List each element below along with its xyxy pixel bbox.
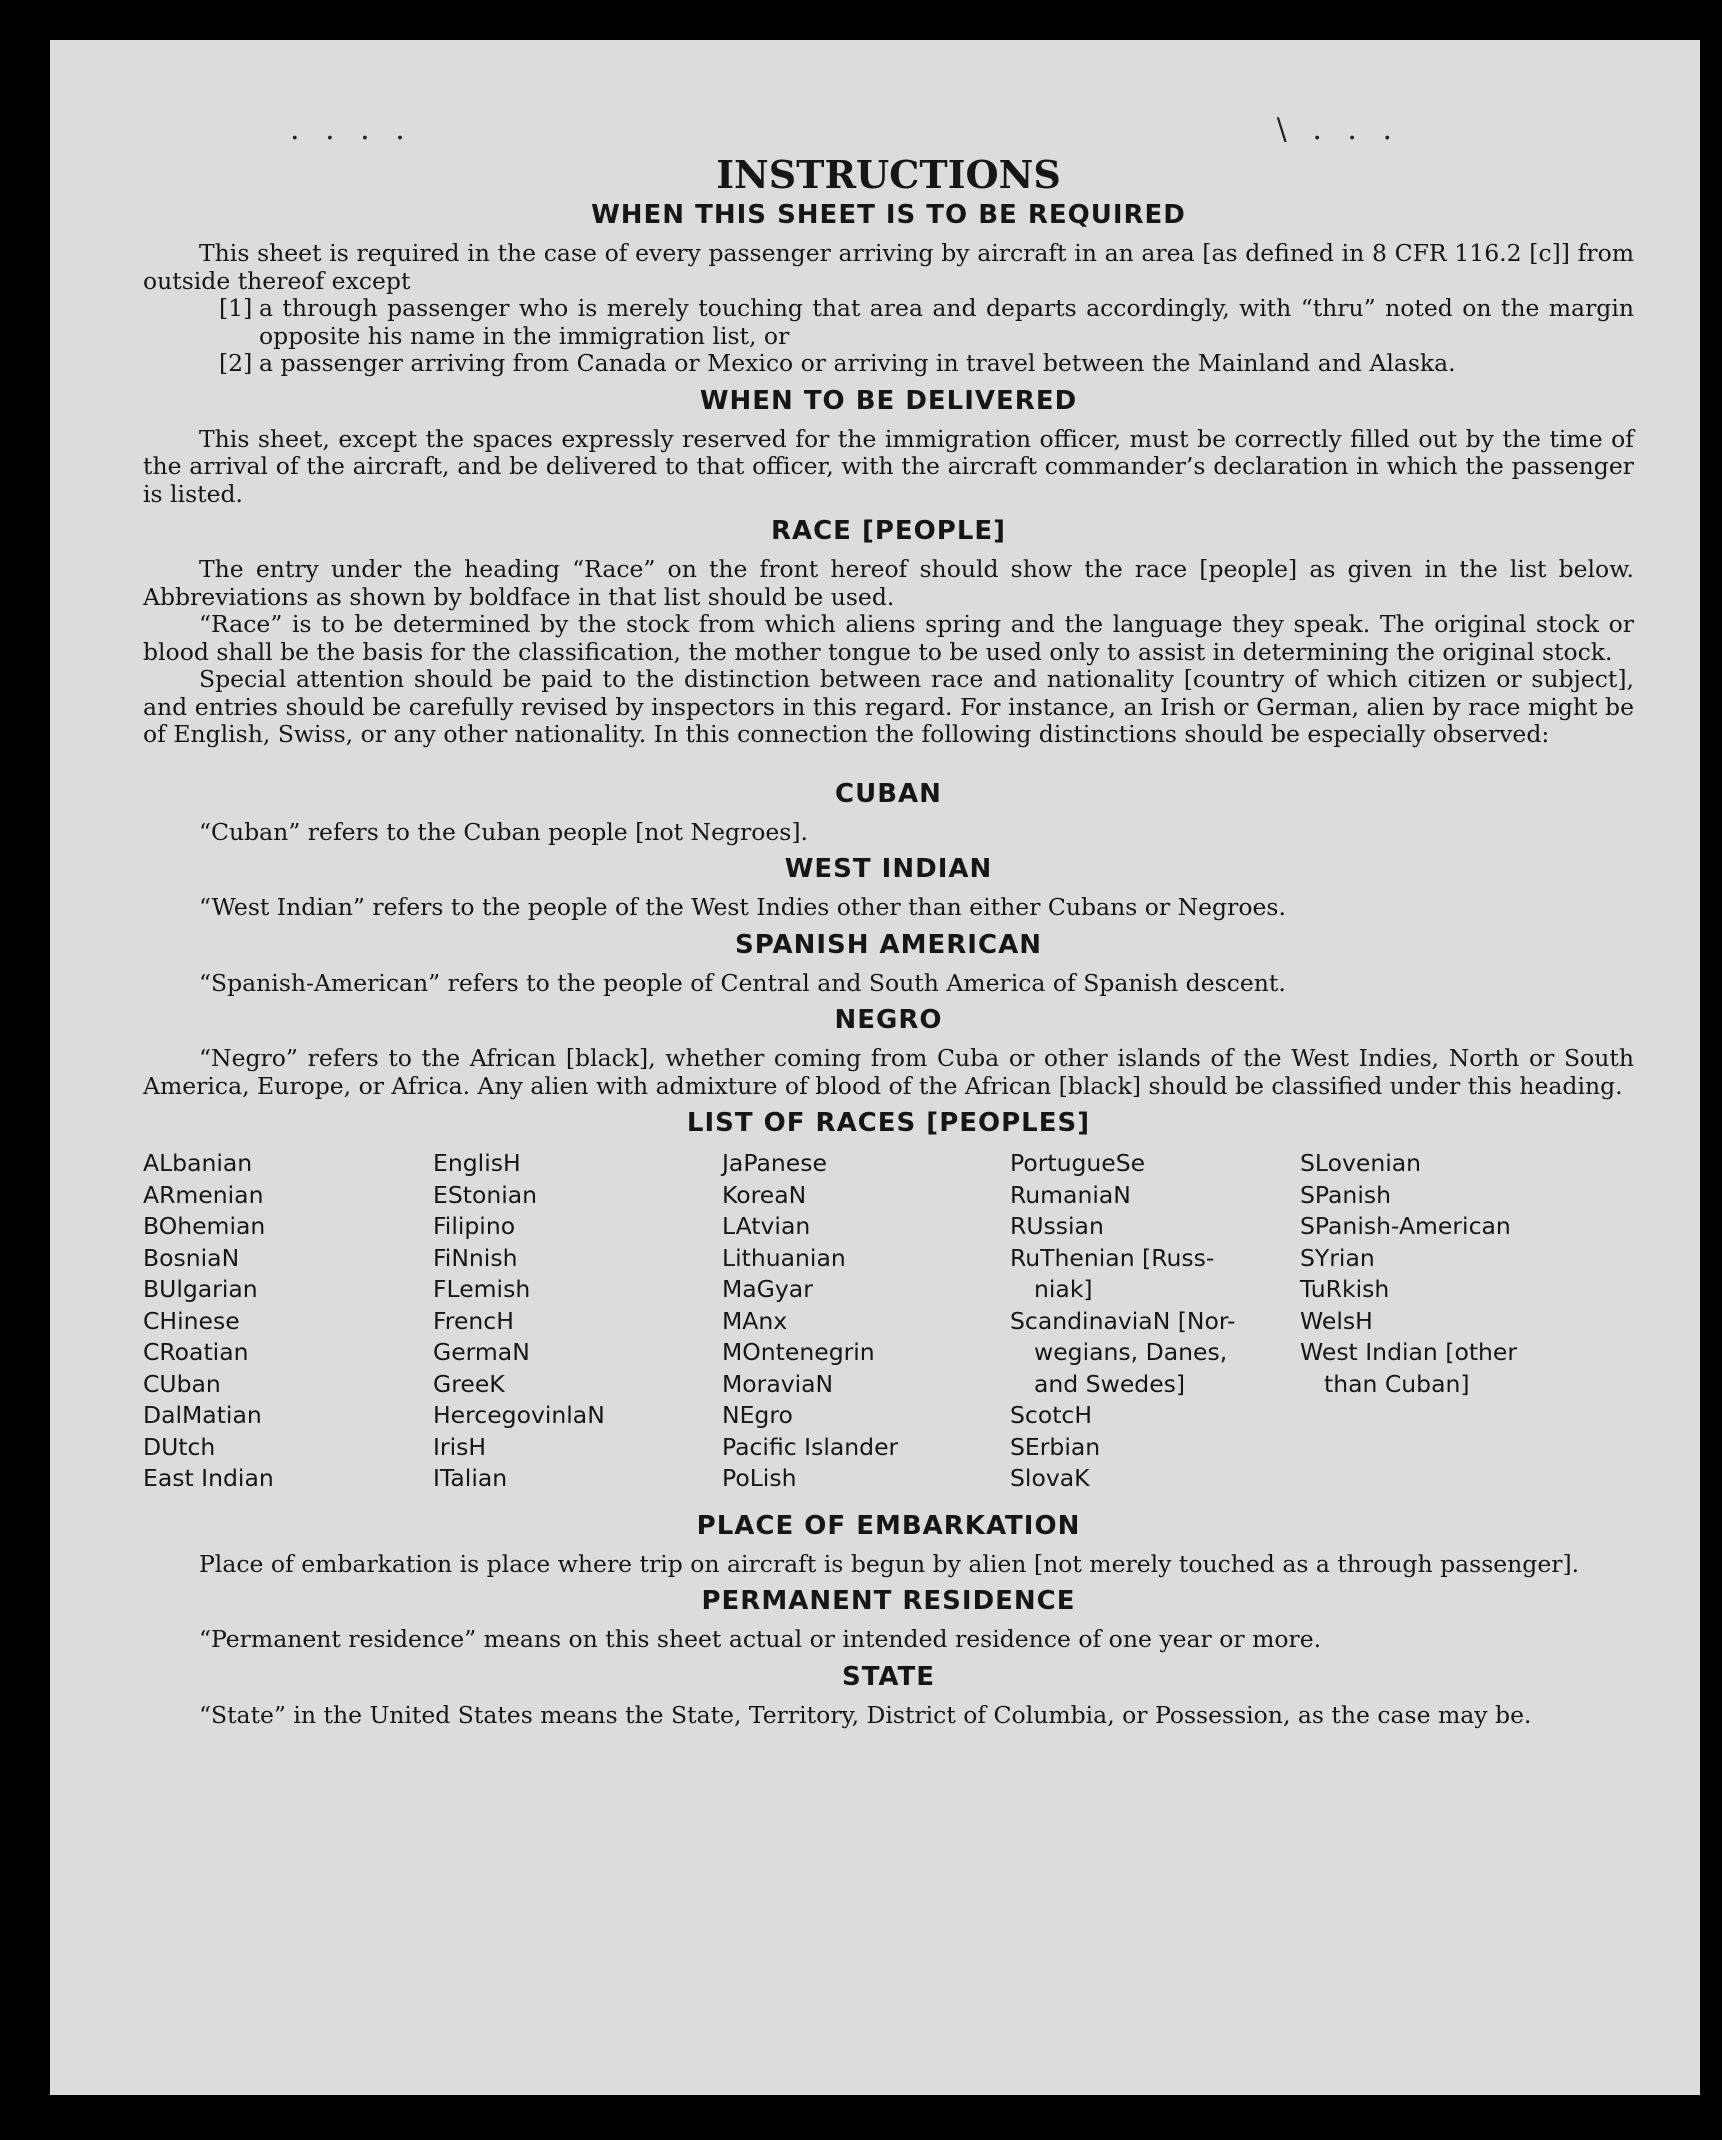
- race-entry: IrisH: [433, 1432, 487, 1461]
- race-paragraph: Special attention should be paid to the distinction between race and nationality [country of which citizen or subject], and entries should be carefully revised by inspectors in this regard. For instance, an Irish or German, alien by race might be of English, Swiss, or any other nationality. In this connection the following distinctions should be especially observed:: [143, 665, 1634, 748]
- heading-residence: PERMANENT RESIDENCE: [701, 1586, 1076, 1616]
- item-number: [1]: [219, 294, 253, 322]
- cuban-text: “Cuban” refers to the Cuban people [not Negroes].: [199, 817, 809, 846]
- race-entry: SLovenian: [1300, 1149, 1422, 1177]
- spanish-american-text: “Spanish-American” refers to the people of Central and South America of Spanish descent.: [199, 968, 1286, 997]
- race-entry: ARmenian: [143, 1180, 264, 1209]
- delivered-text: This sheet, except the spaces expressly reserved for the immigration officer, must be correctly filled out by the time of the arrival of the aircraft, and be delivered to that officer, with the aircraft commander’s declaration in which the passenger is listed.: [143, 424, 1634, 508]
- race-entry: TuRkish: [1300, 1275, 1390, 1303]
- race-entry: PortugueSe: [1010, 1149, 1146, 1177]
- races-column: [1010, 1148, 1300, 1495]
- races-column: [722, 1148, 1010, 1495]
- race-entry: RuThenian [Russ-: [1010, 1243, 1215, 1272]
- margin-mark-left: . . . .: [290, 112, 413, 147]
- race-entry: EStonian: [433, 1180, 538, 1209]
- races-column: [433, 1148, 722, 1495]
- race-entry: CRoatian: [143, 1338, 249, 1366]
- race-entry: EnglisH: [433, 1149, 521, 1177]
- heading-list-of-races: LIST OF RACES [PEOPLES]: [686, 1108, 1091, 1138]
- race-entry: DUtch: [143, 1432, 216, 1461]
- race-entry: BosniaN: [143, 1243, 240, 1272]
- race-entry: NEgro: [722, 1401, 793, 1429]
- heading-spanish-american: SPANISH AMERICAN: [735, 929, 1042, 960]
- race-entry: CUban: [143, 1369, 221, 1398]
- race-entry: MAnx: [722, 1306, 788, 1335]
- race-entry: MOntenegrin: [722, 1338, 875, 1366]
- heading-race: RACE [PEOPLE]: [770, 516, 1007, 546]
- race-entry: ScotcH: [1010, 1401, 1093, 1429]
- race-entry: SPanish-American: [1300, 1212, 1511, 1240]
- race-paragraph: The entry under the heading “Race” on the front hereof should show the race [people] as given in the list below. Abbreviations as shown by boldface in that list should be used.: [143, 555, 1634, 611]
- race-entry: East Indian: [143, 1464, 274, 1492]
- west-indian-text: “West Indian” refers to the people of the West Indies other than either Cubans or Negroes.: [199, 893, 1286, 921]
- heading-embarkation: PLACE OF EMBARKATION: [696, 1510, 1081, 1541]
- residence-text: “Permanent residence” means on this sheet actual or intended residence of one year or more.: [199, 1625, 1322, 1653]
- margin-mark-right: \ . . .: [1276, 112, 1400, 147]
- heading-cuban: CUBAN: [835, 778, 942, 809]
- race-entry: JaPanese: [722, 1149, 827, 1177]
- race-entry: and Swedes]: [1034, 1369, 1186, 1398]
- race-entry: DalMatian: [143, 1401, 262, 1429]
- race-entry: HercegovinlaN: [433, 1401, 605, 1429]
- race-entry: ITalian: [433, 1464, 508, 1492]
- negro-text: “Negro” refers to the African [black], whether coming from Cuba or other islands of the West Indies, North or South America, Europe, or Africa. Any alien with admixture of blood of the African [black] should be classified under this heading.: [143, 1044, 1634, 1100]
- item-text: a passenger arriving from Canada or Mexico or arriving in travel between the Mainland and Alaska.: [259, 349, 1456, 377]
- state-text: “State” in the United States means the State, Territory, District of Columbia, or Possession, as the case may be.: [199, 1700, 1532, 1729]
- required-items: [219, 294, 1634, 378]
- race-entry: FLemish: [433, 1275, 531, 1303]
- race-entry: LAtvian: [722, 1212, 811, 1240]
- race-entry: MoraviaN: [722, 1369, 834, 1398]
- race-entry: BUlgarian: [143, 1275, 258, 1303]
- item-number: [2]: [219, 349, 253, 377]
- race-entry: ScandinaviaN [Nor-: [1010, 1306, 1236, 1335]
- race-entry: SYrian: [1300, 1243, 1375, 1272]
- race-entry: West Indian [other: [1300, 1338, 1518, 1366]
- heading-delivered: WHEN TO BE DELIVERED: [699, 385, 1078, 416]
- race-entry: RUssian: [1010, 1212, 1104, 1240]
- race-entry: BOhemian: [143, 1212, 266, 1240]
- item-text: a through passenger who is merely touching that area and departs accordingly, with “thru” noted on the margin opposite his name in the immigration list, or: [259, 294, 1634, 350]
- race-entry: KoreaN: [722, 1180, 807, 1209]
- embarkation-text: Place of embarkation is place where trip on aircraft is begun by alien [not merely touched as a through passenger].: [199, 1549, 1580, 1578]
- heading-state: STATE: [841, 1661, 936, 1692]
- race-entry: Filipino: [433, 1212, 516, 1240]
- heading-negro: NEGRO: [834, 1005, 943, 1035]
- races-column: [143, 1148, 433, 1495]
- race-entry: Pacific Islander: [722, 1432, 899, 1461]
- race-entry: niak]: [1034, 1275, 1093, 1303]
- race-entry: Lithuanian: [722, 1243, 846, 1272]
- race-entry: ALbanian: [143, 1149, 253, 1177]
- page-title: INSTRUCTIONS: [716, 152, 1061, 197]
- race-entry: than Cuban]: [1324, 1369, 1470, 1398]
- race-entry: MaGyar: [722, 1275, 813, 1303]
- race-paragraph: “Race” is to be determined by the stock from which aliens spring and the language they speak. The original stock or blood shall be the basis for the classification, the mother tongue to be used only to assist in determining the original stock.: [143, 610, 1634, 666]
- race-entry: GreeK: [433, 1369, 505, 1398]
- race-entry: SErbian: [1010, 1432, 1101, 1461]
- required-item: [219, 349, 1634, 378]
- race-entry: FiNnish: [433, 1243, 518, 1272]
- race-entry: PoLish: [722, 1464, 797, 1492]
- race-entry: WelsH: [1300, 1306, 1373, 1335]
- race-entry: RumaniaN: [1010, 1180, 1131, 1209]
- required-item: [219, 294, 1634, 350]
- heading-required: WHEN THIS SHEET IS TO BE REQUIRED: [591, 200, 1186, 230]
- races-list: [143, 1148, 1634, 1495]
- race-entry: FrencH: [433, 1306, 514, 1335]
- race-entry: SPanish: [1300, 1180, 1391, 1209]
- races-column: [1300, 1148, 1590, 1495]
- race-entry: SlovaK: [1010, 1464, 1090, 1492]
- race-entry: wegians, Danes,: [1034, 1338, 1228, 1366]
- required-intro: This sheet is required in the case of every passenger arriving by aircraft in an area [as defined in 8 CFR 116.2 [c]] from outside thereof except: [143, 239, 1634, 295]
- race-entry: GermaN: [433, 1338, 530, 1366]
- heading-west-indian: WEST INDIAN: [784, 854, 993, 884]
- race-entry: CHinese: [143, 1306, 240, 1335]
- instruction-sheet: [50, 40, 1700, 2095]
